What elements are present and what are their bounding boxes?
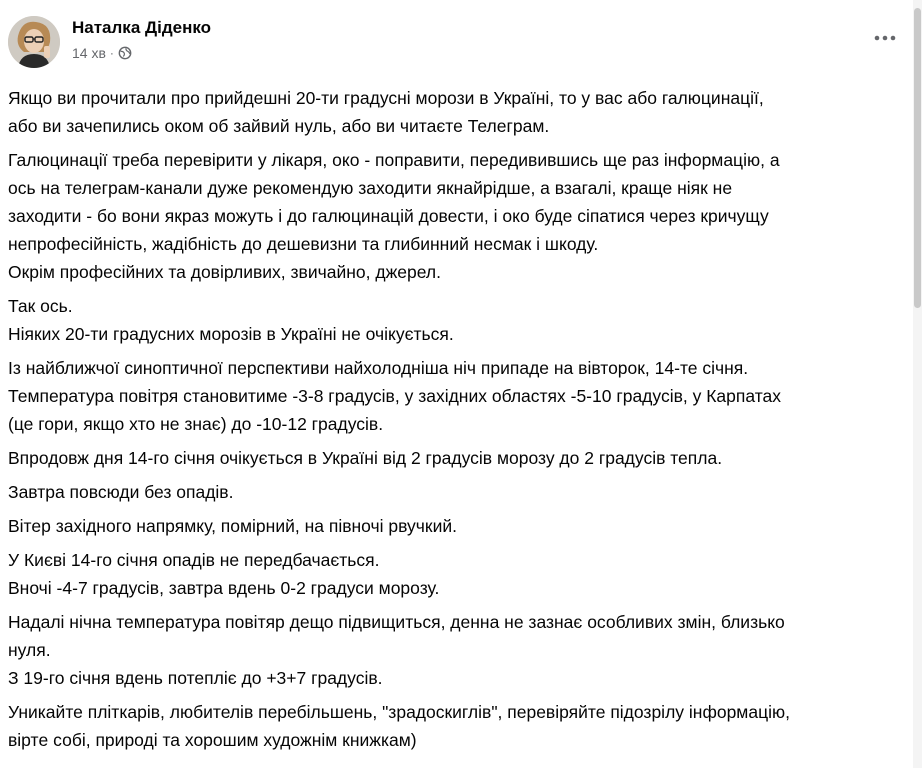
post-paragraph xyxy=(8,546,898,602)
post-body xyxy=(8,84,898,760)
post-text-line: Надалі нічна температура повітяр дещо підвищиться, денна не зазнає особливих змін, близько xyxy=(8,612,785,632)
post-text-line: або ви зачепились оком об зайвий нуль, або ви читаєте Телеграм. xyxy=(8,116,550,136)
scrollbar-thumb[interactable] xyxy=(914,8,921,308)
post-text-line: Впродовж дня 14-го січня очікується в Україні від 2 градусів морозу до 2 градусів тепла. xyxy=(8,448,723,468)
post-text-line: Галюцинації треба перевірити у лікаря, око - поправити, передивившись ще раз інформацію, а xyxy=(8,150,780,170)
author-name[interactable]: Наталка Діденко xyxy=(72,18,212,37)
post-text-line: Окрім професійних та довірливих, звичайно, джерел. xyxy=(8,262,441,282)
more-options-icon xyxy=(874,35,896,41)
post-text-line: непрофесійність, жадібність до дешевизни та глибинний несмак і шкоду. xyxy=(8,234,599,254)
scrollbar[interactable] xyxy=(913,0,922,768)
post-text-line: Уникайте пліткарів, любителів перебільшень, "зрадоскиглів", перевіряйте підозрілу інформацію, xyxy=(8,702,790,722)
avatar[interactable] xyxy=(8,16,60,68)
globe-icon xyxy=(118,46,132,60)
post-paragraph xyxy=(8,512,898,540)
avatar-image xyxy=(8,16,60,68)
post-text-line: віртe собі, природі та хорошим художнім книжкам) xyxy=(8,730,417,750)
post-text-line: Завтра повсюди без опадів. xyxy=(8,482,234,502)
post-text-line: (це гори, якщо хто не знає) до -10-12 градусів. xyxy=(8,414,384,434)
post-paragraph xyxy=(8,292,898,348)
post-text-line: У Києві 14-го січня опадів не передбачається. xyxy=(8,550,380,570)
post-paragraph xyxy=(8,146,898,286)
meta-separator: · xyxy=(109,46,114,60)
post-text-line: Із найближчої синоптичної перспективи найхолодніша ніч припаде на вівторок, 14-те січня. xyxy=(8,358,749,378)
post-text-line: ось на телеграм-канали дуже рекомендую заходити якнайрідше, а взагалі, краще ніяк не xyxy=(8,178,733,198)
more-options-button[interactable] xyxy=(867,26,903,50)
post-paragraph xyxy=(8,478,898,506)
post-text-line: Ніяких 20-ти градусних морозів в Україні не очікується. xyxy=(8,324,454,344)
post-header xyxy=(8,12,903,72)
post-text-line: Температура повітря становитиме -3-8 градусів, у західних областях -5-10 градусів, у Карпатах xyxy=(8,386,781,406)
post-paragraph xyxy=(8,608,898,692)
post-text-line: З 19-го січня вдень потепліє до +3+7 градусів. xyxy=(8,668,383,688)
post-text-line: Так ось. xyxy=(8,296,73,316)
post-text-line: заходити - бо вони якраз можуть і до галюцинацій довести, і око буде сіпатися через кричущу xyxy=(8,206,769,226)
post-timestamp[interactable]: 14 хв xyxy=(72,45,106,61)
post-paragraph xyxy=(8,444,898,472)
post-text-line: Якщо ви прочитали про прийдешні 20-ти градусні морози в Україні, то у вас або галюцинації, xyxy=(8,88,764,108)
post-text-line: Вітер західного напрямку, помірний, на півночі рвучкий. xyxy=(8,516,457,536)
post-paragraph xyxy=(8,84,898,140)
post-text-line: нуля. xyxy=(8,640,51,660)
post-paragraph xyxy=(8,698,898,754)
post-paragraph xyxy=(8,354,898,438)
post-text-line: Вночі -4-7 градусів, завтра вдень 0-2 градуси морозу. xyxy=(8,578,440,598)
post-meta xyxy=(72,45,132,61)
